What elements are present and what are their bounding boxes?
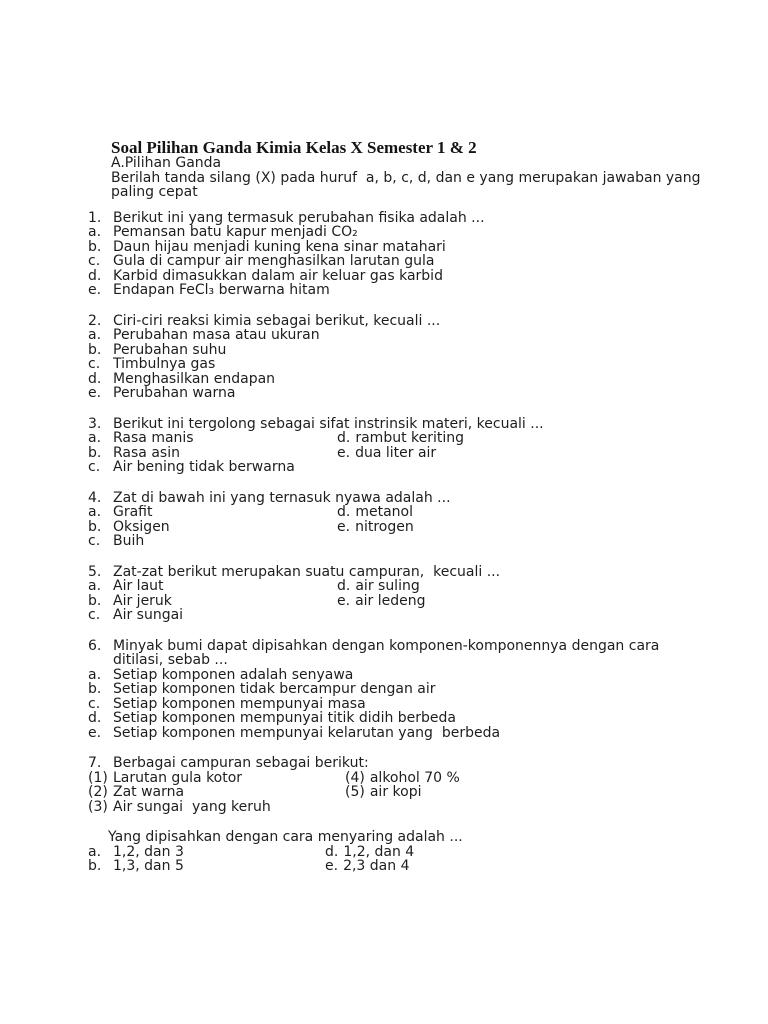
question-text: Berikut ini tergolong sebagai sifat instrinsik materi, kecuali ... xyxy=(113,415,544,432)
option-text: 1,2, dan 4 xyxy=(343,843,415,860)
question-text: Ciri-ciri reaksi kimia sebagai berikut, kecuali ... xyxy=(113,312,441,329)
option-text: Air bening tidak berwarna xyxy=(113,459,295,475)
option-line xyxy=(88,225,753,240)
option-label: c. xyxy=(88,607,101,623)
option-line xyxy=(88,386,753,401)
option-pair-line xyxy=(88,579,753,594)
option-text: Setiap komponen mempunyai titik didih berbeda xyxy=(113,710,457,726)
option-cell-right xyxy=(337,446,436,461)
question-number: 1. xyxy=(88,209,102,226)
option-line xyxy=(88,608,753,623)
option-cell-left xyxy=(88,579,337,594)
option-pair-line xyxy=(88,771,753,786)
option-text: Buih xyxy=(113,533,145,549)
option-label: a. xyxy=(88,666,102,683)
question-number: 6. xyxy=(88,637,102,654)
option-text: 1,2, dan 3 xyxy=(113,843,184,860)
blank-line xyxy=(88,814,753,830)
option-label: e. xyxy=(88,724,102,741)
option-pair-line xyxy=(88,594,753,609)
option-line xyxy=(88,697,753,712)
option-label: c. xyxy=(88,253,101,269)
question-line xyxy=(88,211,753,226)
option-text: Daun hijau menjadi kuning kena sinar matahari xyxy=(113,238,446,255)
option-text: Grafit xyxy=(113,504,153,520)
option-label: (3) xyxy=(88,798,108,815)
option-line xyxy=(88,328,753,343)
option-label: a. xyxy=(88,504,102,520)
option-label: (1) xyxy=(88,769,108,786)
option-text: air ledeng xyxy=(355,592,426,609)
option-text: nitrogen xyxy=(355,518,414,535)
option-label: c. xyxy=(88,695,101,712)
option-label: e. xyxy=(88,385,102,401)
sub-question-text: Yang dipisahkan dengan cara menyaring adalah ... xyxy=(108,829,463,845)
option-label: e. xyxy=(337,518,351,535)
option-pair-line xyxy=(88,520,753,535)
option-cell-right xyxy=(337,431,464,446)
option-text: Endapan FeCl₃ berwarna hitam xyxy=(113,282,330,298)
option-cell-left xyxy=(88,859,325,874)
question-line xyxy=(88,565,753,580)
option-line xyxy=(88,534,753,549)
question-text: Berbagai campuran sebagai berikut: xyxy=(113,755,369,771)
question-line xyxy=(88,417,753,432)
option-pair-line xyxy=(88,859,753,874)
option-label: d. xyxy=(88,710,102,726)
document-title: Soal Pilihan Ganda Kimia Kelas X Semester 1 & 2 xyxy=(111,138,477,157)
option-label: e. xyxy=(337,592,351,609)
option-cell-right xyxy=(325,859,410,874)
option-text: Timbulnya gas xyxy=(113,356,216,372)
question-number: 7. xyxy=(88,755,102,771)
option-text: Perubahan suhu xyxy=(113,341,227,358)
option-label: d. xyxy=(88,370,102,387)
option-cell-right xyxy=(337,505,413,520)
option-label: e. xyxy=(337,444,351,461)
option-pair-line xyxy=(88,446,753,461)
option-pair-line xyxy=(88,785,753,800)
option-label: b. xyxy=(88,341,102,358)
option-label: b. xyxy=(88,238,102,255)
option-text: 2,3 dan 4 xyxy=(343,858,410,874)
option-text: Rasa manis xyxy=(113,430,194,446)
option-cell-right xyxy=(337,520,414,535)
option-label: (4) xyxy=(345,769,365,786)
option-text: Air sungai yang keruh xyxy=(113,798,271,815)
option-text: Rasa asin xyxy=(113,444,180,461)
option-text: Menghasilkan endapan xyxy=(113,370,276,387)
option-text: air kopi xyxy=(369,784,422,800)
question-number: 3. xyxy=(88,415,102,432)
option-text: Oksigen xyxy=(113,518,170,535)
option-label: b. xyxy=(88,518,102,535)
question-line-continued xyxy=(88,653,753,668)
option-label: (2) xyxy=(88,784,108,800)
option-line xyxy=(88,283,753,298)
instruction-line-2: paling cepat xyxy=(111,184,198,200)
option-cell-left xyxy=(88,446,337,461)
option-text: Gula di campur air menghasilkan larutan gula xyxy=(113,253,435,269)
question-number: 4. xyxy=(88,489,102,506)
option-label: b. xyxy=(88,858,102,874)
option-label: c. xyxy=(88,459,101,475)
option-text: Perubahan warna xyxy=(113,385,236,401)
option-pair-line xyxy=(88,431,753,446)
question-block-2 xyxy=(88,314,753,401)
question-block-6 xyxy=(88,639,753,741)
option-text: Larutan gula kotor xyxy=(113,769,243,786)
instruction-line-1: Berilah tanda silang (X) pada huruf a, b, c, d, dan e yang merupakan jawaban yang xyxy=(111,169,701,186)
option-text: dua liter air xyxy=(355,444,437,461)
document-body xyxy=(88,139,753,890)
question-text: Zat di bawah ini yang ternasuk nyawa adalah ... xyxy=(113,489,451,506)
question-block-5 xyxy=(88,565,753,623)
option-line xyxy=(88,668,753,683)
option-label: a. xyxy=(88,843,102,860)
option-label: b. xyxy=(88,592,102,609)
option-text: air suling xyxy=(355,578,420,594)
option-line xyxy=(88,343,753,358)
option-text: Perubahan masa atau ukuran xyxy=(113,327,320,343)
option-text: rambut keriting xyxy=(355,430,465,446)
question-text: ditilasi, sebab ... xyxy=(113,652,228,668)
option-cell-right xyxy=(325,845,414,860)
question-list xyxy=(88,211,753,874)
question-text: Zat-zat berikut merupakan suatu campuran, kecuali ... xyxy=(113,563,501,580)
option-line xyxy=(88,711,753,726)
option-label: b. xyxy=(88,444,102,461)
question-line xyxy=(88,756,753,771)
option-label: e. xyxy=(88,282,102,298)
option-line xyxy=(88,460,753,475)
question-line xyxy=(88,491,753,506)
option-line xyxy=(88,682,753,697)
option-cell-left xyxy=(88,845,325,860)
option-text: Zat warna xyxy=(113,784,185,800)
option-line xyxy=(88,254,753,269)
document-header xyxy=(88,139,753,200)
option-cell-left xyxy=(88,771,345,786)
option-pair-line xyxy=(88,505,753,520)
option-cell-left xyxy=(88,520,337,535)
option-text: Setiap komponen mempunyai kelarutan yang berbeda xyxy=(113,724,501,741)
question-line xyxy=(88,314,753,329)
question-text: Berikut ini yang termasuk perubahan fisika adalah ... xyxy=(113,209,485,226)
option-cell-right xyxy=(345,785,421,800)
option-text: Setiap komponen mempunyai masa xyxy=(113,695,366,712)
option-text: Air laut xyxy=(113,578,164,594)
option-label: (5) xyxy=(345,784,365,800)
option-label: d. xyxy=(325,843,339,860)
option-label: c. xyxy=(88,533,101,549)
option-text: Setiap komponen adalah senyawa xyxy=(113,666,354,683)
option-pair-line xyxy=(88,845,753,860)
option-label: e. xyxy=(325,858,339,874)
indent-spacer xyxy=(88,653,113,668)
option-label: a. xyxy=(88,578,102,594)
option-line xyxy=(88,269,753,284)
option-label: c. xyxy=(88,356,101,372)
option-label: d. xyxy=(337,430,351,446)
question-number: 2. xyxy=(88,312,102,329)
question-block-4 xyxy=(88,491,753,549)
option-line xyxy=(88,726,753,741)
option-cell-right xyxy=(337,594,426,609)
option-text: 1,3, dan 5 xyxy=(113,858,184,874)
option-label: a. xyxy=(88,224,102,240)
option-line xyxy=(88,357,753,372)
option-line xyxy=(88,372,753,387)
option-cell-right xyxy=(345,771,460,786)
question-text: Minyak bumi dapat dipisahkan dengan komponen-komponennya dengan cara xyxy=(113,637,660,654)
option-cell-left xyxy=(88,594,337,609)
option-text: Air jeruk xyxy=(113,592,172,609)
option-text: metanol xyxy=(355,504,413,520)
question-line xyxy=(88,639,753,654)
option-text: alkohol 70 % xyxy=(369,769,460,786)
option-text: Air sungai xyxy=(113,607,184,623)
option-label: a. xyxy=(88,430,102,446)
option-cell-left xyxy=(88,505,337,520)
option-cell-left xyxy=(88,785,345,800)
question-number: 5. xyxy=(88,563,102,580)
question-block-3 xyxy=(88,417,753,475)
option-label: d. xyxy=(337,578,351,594)
option-cell-left xyxy=(88,431,337,446)
option-text: Karbid dimasukkan dalam air keluar gas karbid xyxy=(113,267,443,284)
section-heading: A.Pilihan Ganda xyxy=(111,155,222,171)
option-label: a. xyxy=(88,327,102,343)
option-label: b. xyxy=(88,681,102,697)
option-text: Setiap komponen tidak bercampur dengan air xyxy=(113,681,436,697)
option-cell-right xyxy=(337,579,420,594)
option-label: d. xyxy=(88,267,102,284)
question-block-1 xyxy=(88,211,753,298)
option-line xyxy=(88,240,753,255)
option-text: Pemansan batu kapur menjadi CO₂ xyxy=(113,224,358,240)
question-block-7 xyxy=(88,756,753,874)
sub-question-line xyxy=(88,830,753,845)
option-label: d. xyxy=(337,504,351,520)
option-line xyxy=(88,800,753,815)
